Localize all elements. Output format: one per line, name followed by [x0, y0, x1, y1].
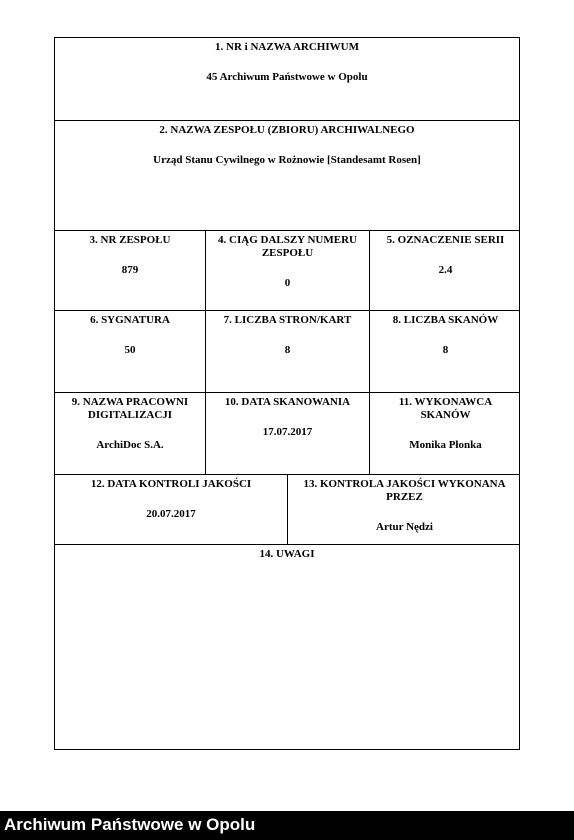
field-label: 14. UWAGI: [259, 548, 315, 560]
field-value: 0: [284, 277, 291, 289]
field-value: 8: [284, 344, 291, 356]
field-label: 9. NAZWA PRACOWNI DIGITALIZACJI: [71, 396, 189, 421]
field-label: 1. NR i NAZWA ARCHIWUM: [215, 41, 359, 53]
field-label: 13. KONTROLA JAKOŚCI WYKONANA PRZEZ: [303, 478, 506, 503]
field-signature: [55, 311, 205, 392]
field-label: 10. DATA SKANOWANIA: [224, 396, 351, 408]
row-digitization: [55, 393, 519, 475]
row-quality-control: [55, 475, 519, 545]
field-qc-by: [287, 475, 521, 544]
field-value: 2.4: [438, 264, 453, 276]
metadata-form: [54, 37, 520, 750]
field-value: Monika Płonka: [409, 439, 482, 451]
footer-bar: [0, 811, 574, 840]
row-remarks: [55, 545, 519, 751]
field-archive: [55, 38, 519, 120]
field-series: [369, 231, 521, 310]
field-label: 3. NR ZESPOŁU: [89, 234, 171, 246]
field-digitization-lab: [55, 393, 205, 474]
field-label: 7. LICZBA STRON/KART: [223, 314, 352, 326]
field-value: 8: [442, 344, 449, 356]
row-archive: [55, 38, 519, 121]
field-label: 2. NAZWA ZESPOŁU (ZBIORU) ARCHIWALNEGO: [159, 124, 415, 136]
footer-title: Archiwum Państwowe w Opolu: [4, 815, 256, 834]
field-scan-count: [369, 311, 521, 392]
field-value: 50: [124, 344, 136, 356]
field-remarks: [55, 545, 519, 751]
field-value: 879: [121, 264, 139, 276]
field-fonds-number-cont: [205, 231, 369, 310]
field-label: 8. LICZBA SKANÓW: [392, 314, 499, 326]
field-value: Urząd Stanu Cywilnego w Rożnowie [Standesamt Rosen]: [153, 154, 421, 166]
field-value: 45 Archiwum Państwowe w Opolu: [206, 71, 368, 83]
field-value: 20.07.2017: [146, 508, 196, 520]
field-value: ArchiDoc S.A.: [96, 439, 164, 451]
field-fonds-name: [55, 121, 519, 230]
field-qc-date: [55, 475, 287, 544]
field-page-count: [205, 311, 369, 392]
field-value: Artur Nędzi: [376, 521, 433, 533]
row-signature: [55, 311, 519, 393]
field-fonds-number: [55, 231, 205, 310]
field-label: 5. OZNACZENIE SERII: [386, 234, 505, 246]
field-scan-operator: [369, 393, 521, 474]
row-fonds-number: [55, 231, 519, 311]
field-value: 17.07.2017: [262, 426, 313, 438]
field-scan-date: [205, 393, 369, 474]
field-label: 6. SYGNATURA: [90, 314, 170, 326]
field-label: 12. DATA KONTROLI JAKOŚCI: [90, 478, 252, 490]
row-fonds-name: [55, 121, 519, 231]
field-label: 4. CIĄG DALSZY NUMERU ZESPOŁU: [218, 234, 357, 259]
field-label: 11. WYKONAWCA SKANÓW: [398, 396, 493, 421]
